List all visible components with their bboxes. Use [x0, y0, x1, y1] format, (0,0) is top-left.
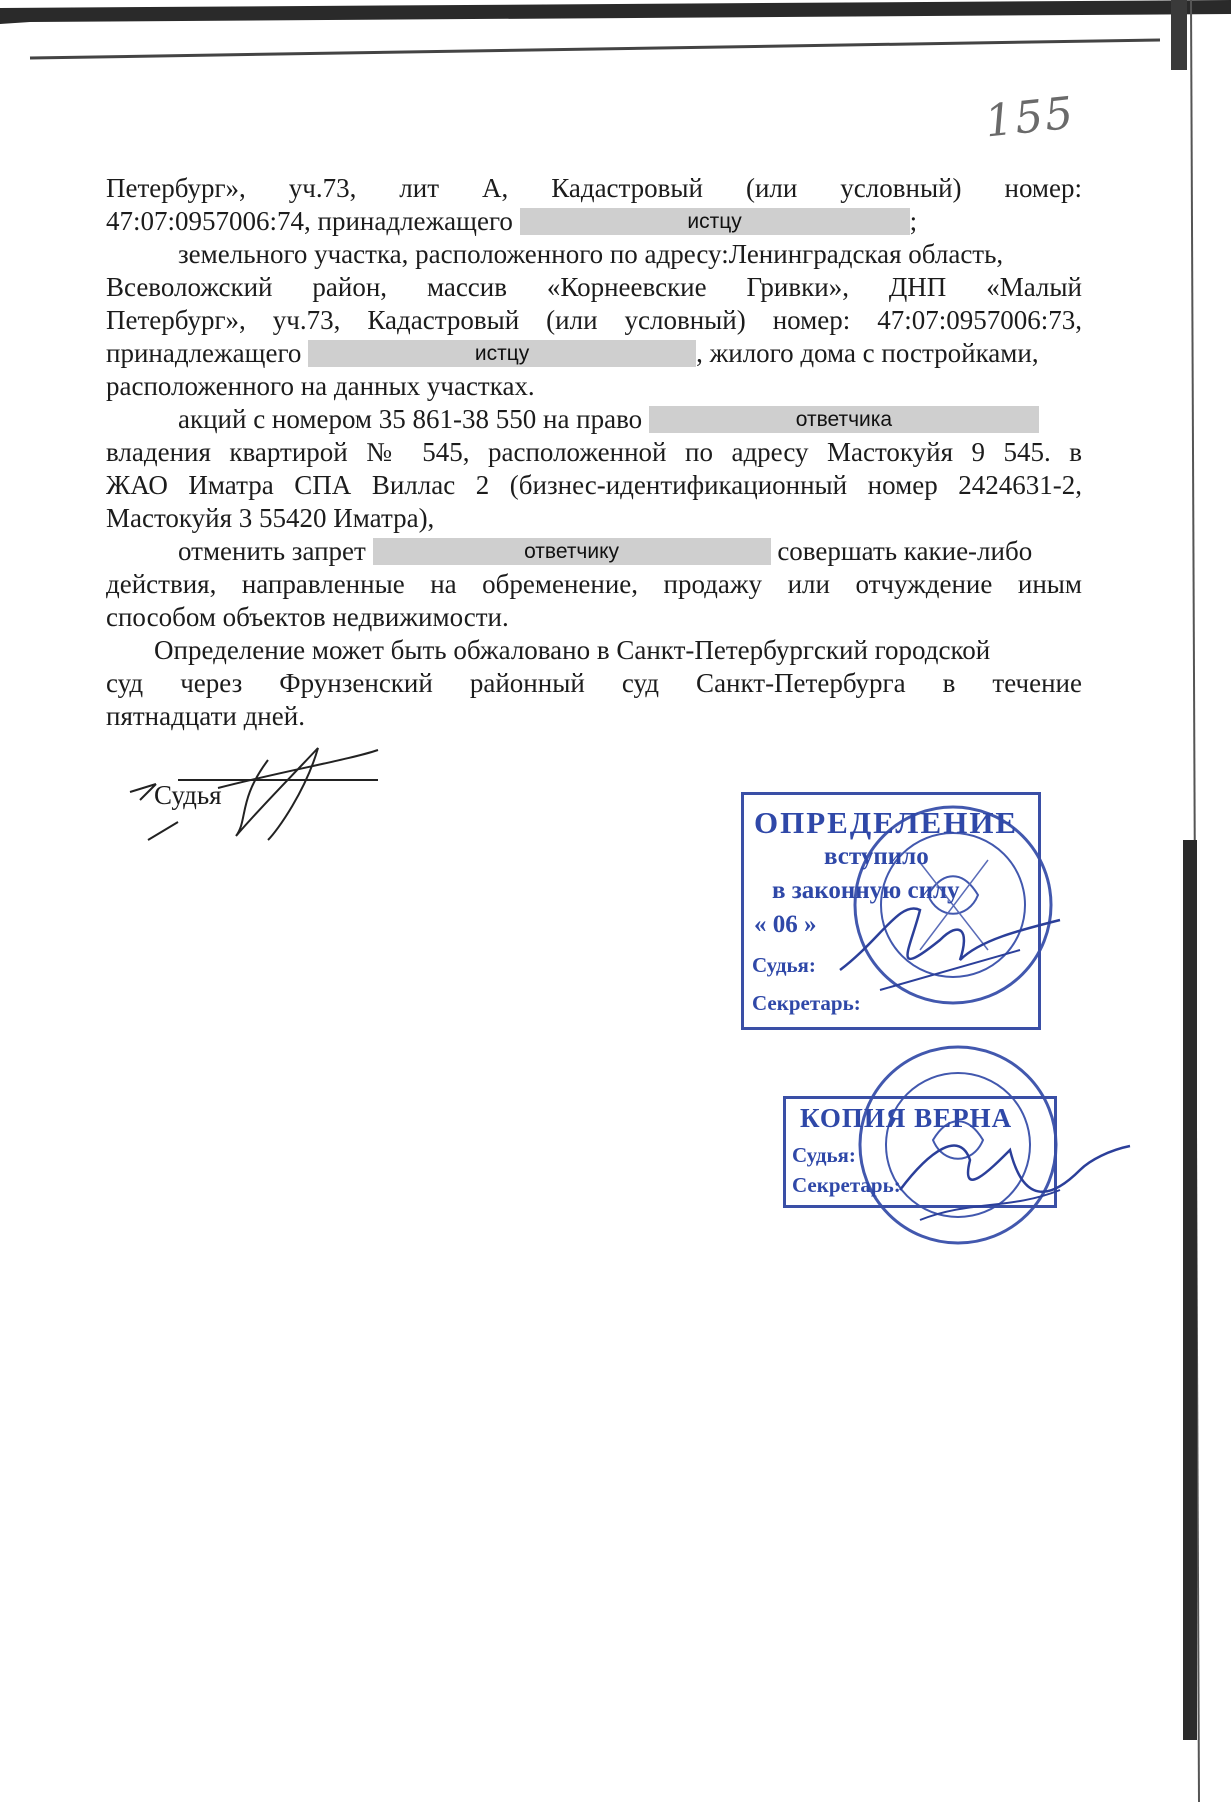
judge-label: Судья: [154, 780, 222, 810]
text-line: суд через Фрунзенский районный суд Санкт-Петербурга в течение: [106, 668, 1082, 698]
stamp-judge-label: Судья:: [792, 1143, 856, 1167]
stamp-secretary-label: Секретарь:: [752, 991, 861, 1015]
text-line: Петербург», уч.73, лит А, Кадастровый (или условный) номер:: [106, 173, 1082, 203]
text-line: способом объектов недвижимости.: [106, 602, 509, 632]
stamp-date: « 06 »: [754, 911, 817, 938]
stamp-line: в законную силу: [772, 877, 960, 904]
stamp-title: ОПРЕДЕЛЕНИЕ: [754, 805, 1019, 840]
text-line: акций с номером 35 861-38 550 на право ответчика: [106, 403, 1082, 436]
text-line: действия, направленные на обременение, продажу или отчуждение иным: [106, 569, 1082, 599]
stamp-judge-label: Судья:: [752, 953, 816, 977]
text-line: Всеволожский район, массив «Корнеевские Гривки», ДНП «Малый: [106, 272, 1082, 302]
scan-right-edge: [1171, 0, 1231, 1802]
text-line: отменить запрет ответчику совершать какие-либо: [178, 536, 1033, 566]
stamp-signature: [880, 1110, 1140, 1240]
judge-signature: [118, 740, 498, 850]
text-line: принадлежащего истцу , жилого дома с постройками,: [106, 338, 1039, 368]
text-line: Определение может быть обжаловано в Санкт-Петербургский городской: [154, 635, 991, 665]
page-number: 155: [982, 87, 1078, 148]
text-line: расположенного на данных участках.: [106, 371, 535, 401]
redaction-plaintiff: истцу: [308, 340, 696, 367]
stamp-title: КОПИЯ ВЕРНА: [800, 1103, 1013, 1133]
stamp-signature: [820, 880, 1080, 1020]
stamp-secretary-label: Секретарь:: [792, 1173, 901, 1197]
text-line: Петербург», уч.73, Кадастровый (или условный) номер: 47:07:0957006:73,: [106, 305, 1082, 335]
redaction-defendant: ответчику: [373, 538, 771, 565]
text-line: Мастокуйя 3 55420 Иматра),: [106, 503, 435, 533]
scan-top-edge: [0, 0, 1231, 62]
text-line: земельного участка, расположенного по адресу:Ленинградская область,: [178, 239, 1004, 269]
text-line: ЖАО Иматра СПА Виллас 2 (бизнес-идентификационный номер 2424631-2,: [106, 470, 1082, 500]
text-line: 47:07:0957006:74, принадлежащего истцу ;: [106, 206, 918, 236]
stamp-line: вступило: [824, 843, 929, 870]
redaction-defendant: ответчика: [649, 406, 1039, 433]
document-body: [106, 172, 1082, 733]
redaction-plaintiff: истцу: [520, 208, 910, 235]
text-line: владения квартирой № 545, расположенной по адресу Мастокуйя 9 545. в: [106, 437, 1082, 467]
text-line: пятнадцати дней.: [106, 701, 305, 731]
judge-signature-block: [118, 740, 498, 850]
